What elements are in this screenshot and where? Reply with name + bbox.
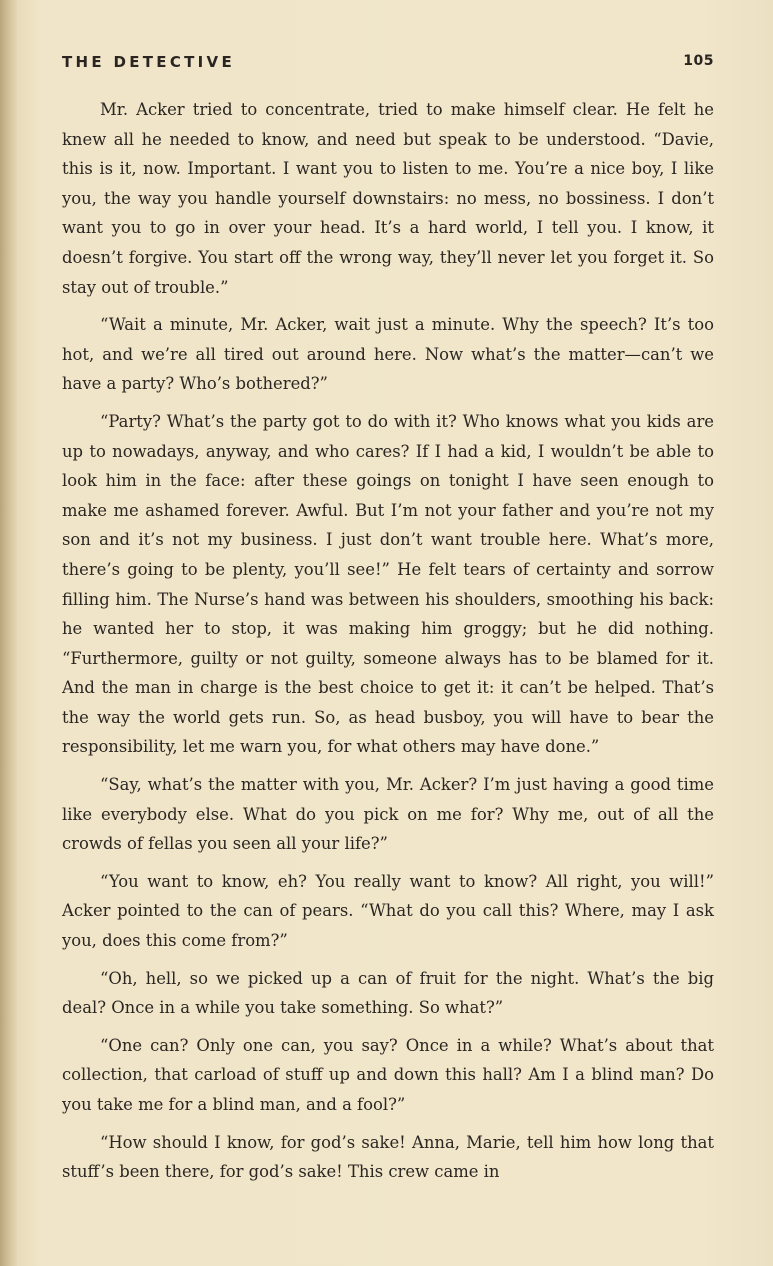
page-gutter: [0, 0, 18, 1266]
page-header: [62, 53, 714, 75]
paragraph: “How should I know, for god’s sake! Anna, Marie, tell him how long that stuff’s been there, for god’s sake! This crew came in: [62, 1132, 714, 1182]
page-number: 105: [683, 53, 714, 69]
paragraph: “Oh, hell, so we picked up a can of fruit for the night. What’s the big deal? Once in a while you take something. So what?”: [62, 968, 714, 1018]
body-text: [62, 95, 714, 1187]
running-head: THE DETECTIVE: [62, 53, 236, 71]
paragraph: “You want to know, eh? You really want to know? All right, you will!” Acker pointed to the can of pears. “What do you call this? Where, may I ask you, does this come from?”: [62, 871, 714, 951]
paragraph: “Wait a minute, Mr. Acker, wait just a minute. Why the speech? It’s too hot, and we’re all tired out around here. Now what’s the matter—can’t we have a party? Who’s bothered?”: [62, 315, 714, 394]
paragraph: Mr. Acker tried to concentrate, tried to make himself clear. He felt he knew all he needed to know, and need but speak to be understood. “Davie, this is it, now. Important. I want you to listen to me. You’re a nice boy, I like you, the way you handle yourself downstairs: no mess, no bossiness. I don’t want you to go in over your head. It’s a hard world, I tell you. I know, it doesn’t forgive. You start off the wrong way, they’ll never let you forget it. So stay out of trouble.”: [62, 100, 714, 297]
paragraph: “Party? What’s the party got to do with it? Who knows what you kids are up to nowadays, anyway, and who cares? If I had a kid, I wouldn’t be able to look him in the face: after these goings on tonight I have seen enough to make me ashamed forever. Awful. But I’m not your father and you’re not my son and it’s not my business. I just don’t want trouble here. What’s more, there’s going to be plenty, you’ll see!” He felt tears of certainty and sorrow filling him. The Nurse’s hand was between his shoulders, smoothing his back: he wanted her to stop, it was making him groggy; but he did nothing. “Furthermore, guilty or not guilty, someone always has to be blamed for it. And the man in charge is the best choice to get it: it can’t be helped. That’s the way the world gets run. So, as head busboy, you will have to bear the responsibility, let me warn you, for what others may have done.”: [62, 411, 714, 757]
paragraph: “One can? Only one can, you say? Once in a while? What’s about that collection, that carload of stuff up and down this hall? Am I a blind man? Do you take me for a blind man, and a fool?”: [62, 1035, 714, 1114]
paragraph: “Say, what’s the matter with you, Mr. Acker? I’m just having a good time like everybody else. What do you pick on me for? Why me, out of all the crowds of fellas you seen all your life?”: [62, 775, 714, 854]
